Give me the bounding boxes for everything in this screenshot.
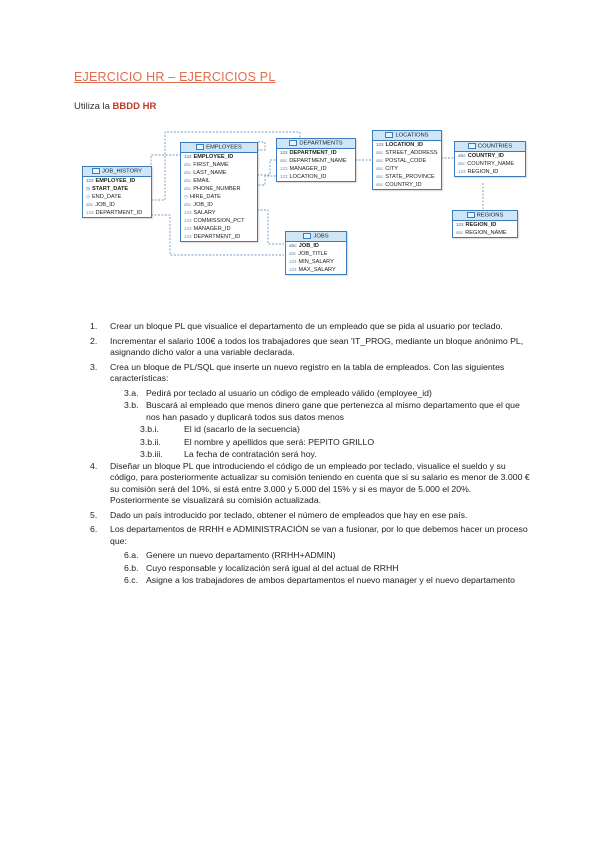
column-type-icon: abc — [184, 161, 192, 167]
item-number: 4. — [90, 460, 98, 471]
column-type-icon: 123 — [184, 225, 192, 231]
column-type-icon: abc — [376, 181, 384, 187]
column-type-icon: abc — [376, 173, 384, 179]
column-name: DEPARTMENT_ID — [193, 233, 241, 240]
sub-item — [90, 550, 530, 562]
column-location-id — [277, 173, 355, 181]
sub-sub-item-number: 3.b.ii. — [140, 436, 161, 447]
item-number: 5. — [90, 509, 98, 520]
sub-item-text: Asigne a los trabajadores de ambos departamentos el nuevo manager y el nuevo departamento — [146, 575, 515, 585]
column-name: REGION_ID — [465, 221, 497, 228]
table-name: DEPARTMENTS — [299, 140, 343, 147]
column-department-id — [277, 149, 355, 157]
column-type-icon: 123 — [289, 266, 297, 272]
column-first-name — [181, 161, 257, 169]
column-department-id — [83, 209, 151, 217]
column-manager-id — [277, 165, 355, 173]
column-name: MANAGER_ID — [289, 165, 327, 172]
table-name: JOB_HISTORY — [101, 168, 143, 175]
column-type-icon: abc — [458, 160, 466, 166]
column-country-name — [455, 160, 525, 168]
column-name: JOB_TITLE — [298, 250, 328, 257]
table-icon — [468, 143, 476, 149]
column-department-name — [277, 157, 355, 165]
sub-sub-item-number: 3.b.iii. — [140, 449, 163, 459]
table-regions — [452, 210, 518, 238]
column-name: MAX_SALARY — [298, 266, 336, 273]
column-min-salary — [286, 258, 346, 266]
column-name: FIRST_NAME — [193, 161, 229, 168]
column-region-id — [455, 168, 525, 176]
column-name: JOB_ID — [193, 201, 213, 208]
table-job-history — [82, 166, 152, 218]
sub-item — [90, 400, 530, 423]
column-name: COUNTRY_ID — [467, 152, 504, 159]
table-columns — [286, 242, 346, 274]
table-header — [455, 142, 525, 152]
column-postal-code — [373, 157, 441, 165]
column-type-icon: 123 — [376, 141, 384, 147]
column-region-name — [453, 229, 517, 237]
column-type-icon: abc — [458, 152, 466, 158]
table-name: REGIONS — [476, 212, 504, 219]
sub-sub-item-text: El nombre y apellidos que será: PEPITO GRILLO — [184, 436, 375, 447]
sub-item-text: Cuyo responsable y localización será igual al del actual de RRHH — [146, 562, 399, 573]
table-name: COUNTRIES — [477, 143, 513, 150]
table-columns — [453, 221, 517, 237]
column-type-icon: 123 — [184, 153, 192, 159]
column-type-icon: 123 — [86, 177, 94, 183]
column-name: STREET_ADDRESS — [385, 149, 438, 156]
link-employees-departments — [257, 160, 276, 175]
column-type-icon: 123 — [184, 217, 192, 223]
sub-item-number: 6.b. — [124, 562, 139, 573]
sub-item-text: Pedirá por teclado al usuario un código de empleado válido (employee_id) — [146, 387, 432, 398]
column-job-id — [83, 201, 151, 209]
table-icon — [303, 233, 311, 239]
column-name: LAST_NAME — [193, 169, 227, 176]
sub-sub-item — [90, 449, 530, 461]
sub-sub-item-text: El id (sacarlo de la secuencia) — [184, 424, 300, 434]
column-country-id — [455, 152, 525, 160]
column-type-icon: ◷ — [86, 185, 90, 191]
item-text: Los departamentos de RRHH e ADMINISTRACIÓN se van a fusionar, por lo que debemos hacer un proceso que: — [110, 524, 528, 546]
table-header — [277, 139, 355, 149]
sub-item-number: 6.c. — [124, 575, 139, 585]
column-state-province — [373, 173, 441, 181]
column-name: POSTAL_CODE — [385, 157, 427, 164]
table-name: JOBS — [313, 233, 329, 240]
column-name: REGION_NAME — [465, 229, 507, 236]
table-icon — [385, 132, 393, 138]
sub-sub-item — [90, 437, 530, 449]
column-name: LOCATION_ID — [385, 141, 424, 148]
column-name: PHONE_NUMBER — [193, 185, 241, 192]
table-icon — [289, 140, 297, 146]
column-phone-number — [181, 185, 257, 193]
column-name: JOB_ID — [298, 242, 319, 249]
link-departments-employees — [257, 176, 276, 185]
link-employees-jobs — [257, 210, 284, 244]
column-type-icon: abc — [184, 201, 192, 207]
column-type-icon: 123 — [280, 149, 288, 155]
column-name: SALARY — [193, 209, 216, 216]
column-type-icon: abc — [289, 250, 297, 256]
item-number: 6. — [90, 524, 98, 534]
subtitle-accent: BBDD HR — [112, 101, 157, 112]
column-type-icon: 123 — [184, 209, 192, 215]
sub-sub-item-number: 3.b.i. — [140, 424, 159, 434]
column-type-icon: ◷ — [184, 193, 188, 199]
sub-sub-item — [90, 424, 530, 436]
table-header — [373, 131, 441, 141]
item-number: 2. — [90, 335, 98, 346]
table-icon — [92, 168, 100, 174]
table-jobs — [285, 231, 347, 275]
column-job-id — [181, 201, 257, 209]
exercise-list — [90, 321, 530, 587]
column-type-icon: 123 — [280, 165, 288, 171]
column-type-icon: 123 — [184, 233, 192, 239]
column-name: STATE_PROVINCE — [385, 173, 435, 180]
column-type-icon: ◷ — [86, 193, 90, 199]
column-street-address — [373, 149, 441, 157]
link-jobhistory-employees — [151, 155, 180, 172]
column-email — [181, 177, 257, 185]
column-commission-pct — [181, 217, 257, 225]
list-item — [90, 336, 530, 359]
column-name: MIN_SALARY — [298, 258, 334, 265]
list-item — [90, 461, 530, 507]
table-name: EMPLOYEES — [206, 144, 242, 151]
column-name: END_DATE — [91, 193, 122, 200]
table-columns — [373, 141, 441, 189]
sub-item-number: 3.a. — [124, 387, 139, 398]
sub-item-text: Genere un nuevo departamento (RRHH+ADMIN) — [146, 550, 336, 560]
sub-item — [90, 388, 530, 400]
column-name: REGION_ID — [467, 168, 499, 175]
column-employee-id — [83, 177, 151, 185]
column-type-icon: abc — [456, 229, 464, 235]
column-start-date — [83, 185, 151, 193]
table-locations — [372, 130, 442, 190]
column-name: DEPARTMENT_NAME — [289, 157, 347, 164]
item-text: Crear un bloque PL que visualice el departamento de un empleado que se pida al usuario por teclado. — [110, 321, 503, 331]
column-name: EMAIL — [193, 177, 211, 184]
column-location-id — [373, 141, 441, 149]
column-name: COMMISSION_PCT — [193, 217, 245, 224]
list-item — [90, 510, 530, 522]
table-header — [286, 232, 346, 242]
column-type-icon: abc — [376, 149, 384, 155]
column-hire-date — [181, 193, 257, 201]
table-header — [83, 167, 151, 177]
column-region-id — [453, 221, 517, 229]
column-name: DEPARTMENT_ID — [289, 149, 337, 156]
er-diagram — [0, 0, 600, 300]
column-country-id — [373, 181, 441, 189]
column-type-icon: 123 — [86, 209, 94, 215]
column-department-id — [181, 233, 257, 241]
list-item — [90, 362, 530, 385]
item-text: Diseñar un bloque PL que introduciendo el código de un empleado por teclado, visualice el sueldo y su código, para posteriormente actualizar su comisión teniendo en cuenta que si su salario es menor de 3.000 € su comisión será del 10%, si está entre 3.000 y 5.000 del 15% y si es mayor de 5.000 el 20%. Posteriormente se visualizará su comisión actualizada. — [110, 460, 530, 505]
table-icon — [196, 144, 204, 150]
table-columns — [181, 153, 257, 241]
column-name: START_DATE — [91, 185, 129, 192]
sub-item-number: 3.b. — [124, 400, 139, 410]
column-type-icon: abc — [184, 185, 192, 191]
item-number: 3. — [90, 361, 98, 372]
sub-item-text: Buscará al empleado que menos dinero gane que pertenezca al mismo departamento que el que nos han pasado y duplicará todos sus datos menos — [146, 400, 520, 422]
column-name: DEPARTMENT_ID — [95, 209, 143, 216]
column-name: EMPLOYEE_ID — [193, 153, 234, 160]
column-manager-id — [181, 225, 257, 233]
column-type-icon: abc — [184, 177, 192, 183]
sub-item — [90, 563, 530, 575]
column-type-icon: 123 — [280, 173, 288, 179]
table-icon — [467, 212, 475, 218]
column-type-icon: abc — [86, 201, 94, 207]
column-name: COUNTRY_NAME — [467, 160, 515, 167]
table-header — [181, 143, 257, 153]
column-max-salary — [286, 266, 346, 274]
table-countries — [454, 141, 526, 177]
column-name: HIRE_DATE — [189, 193, 221, 200]
link-employees-self — [257, 142, 265, 150]
column-name: MANAGER_ID — [193, 225, 231, 232]
table-name: LOCATIONS — [395, 132, 429, 139]
column-name: JOB_ID — [95, 201, 115, 208]
column-name: LOCATION_ID — [289, 173, 327, 180]
page-title: EJERCICIO HR – EJERCICIOS PL — [74, 70, 276, 84]
column-type-icon: abc — [289, 242, 297, 248]
table-employees — [180, 142, 258, 242]
column-employee-id — [181, 153, 257, 161]
sub-sub-item-text: La fecha de contratación será hoy. — [184, 449, 317, 459]
sub-item-number: 6.a. — [124, 550, 139, 560]
subtitle-prefix: Utiliza la — [74, 101, 113, 112]
column-last-name — [181, 169, 257, 177]
column-name: CITY — [385, 165, 399, 172]
list-item — [90, 524, 530, 547]
table-departments — [276, 138, 356, 182]
column-name: COUNTRY_ID — [385, 181, 422, 188]
column-city — [373, 165, 441, 173]
item-number: 1. — [90, 321, 98, 331]
column-type-icon: 123 — [458, 168, 466, 174]
column-name: EMPLOYEE_ID — [95, 177, 136, 184]
column-type-icon: abc — [376, 165, 384, 171]
item-text: Dado un país introducido por teclado, obtener el número de empleados que hay en ese país. — [110, 509, 468, 520]
column-end-date — [83, 193, 151, 201]
table-columns — [277, 149, 355, 181]
column-type-icon: 123 — [456, 221, 464, 227]
column-type-icon: abc — [280, 157, 288, 163]
list-item — [90, 321, 530, 333]
sub-item — [90, 575, 530, 587]
column-job-id — [286, 242, 346, 250]
column-type-icon: 123 — [289, 258, 297, 264]
table-columns — [83, 177, 151, 217]
column-type-icon: abc — [376, 157, 384, 163]
column-salary — [181, 209, 257, 217]
item-text: Incrementar el salario 100€ a todos los trabajadores que sean 'IT_PROG, mediante un bloque anónimo PL, asignando dicho valor a una variable declarada. — [110, 335, 524, 357]
table-columns — [455, 152, 525, 176]
table-header — [453, 211, 517, 221]
column-job-title — [286, 250, 346, 258]
item-text: Crea un bloque de PL/SQL que inserte un nuevo registro en la tabla de empleados. Con las siguientes características: — [110, 361, 505, 383]
column-type-icon: abc — [184, 169, 192, 175]
